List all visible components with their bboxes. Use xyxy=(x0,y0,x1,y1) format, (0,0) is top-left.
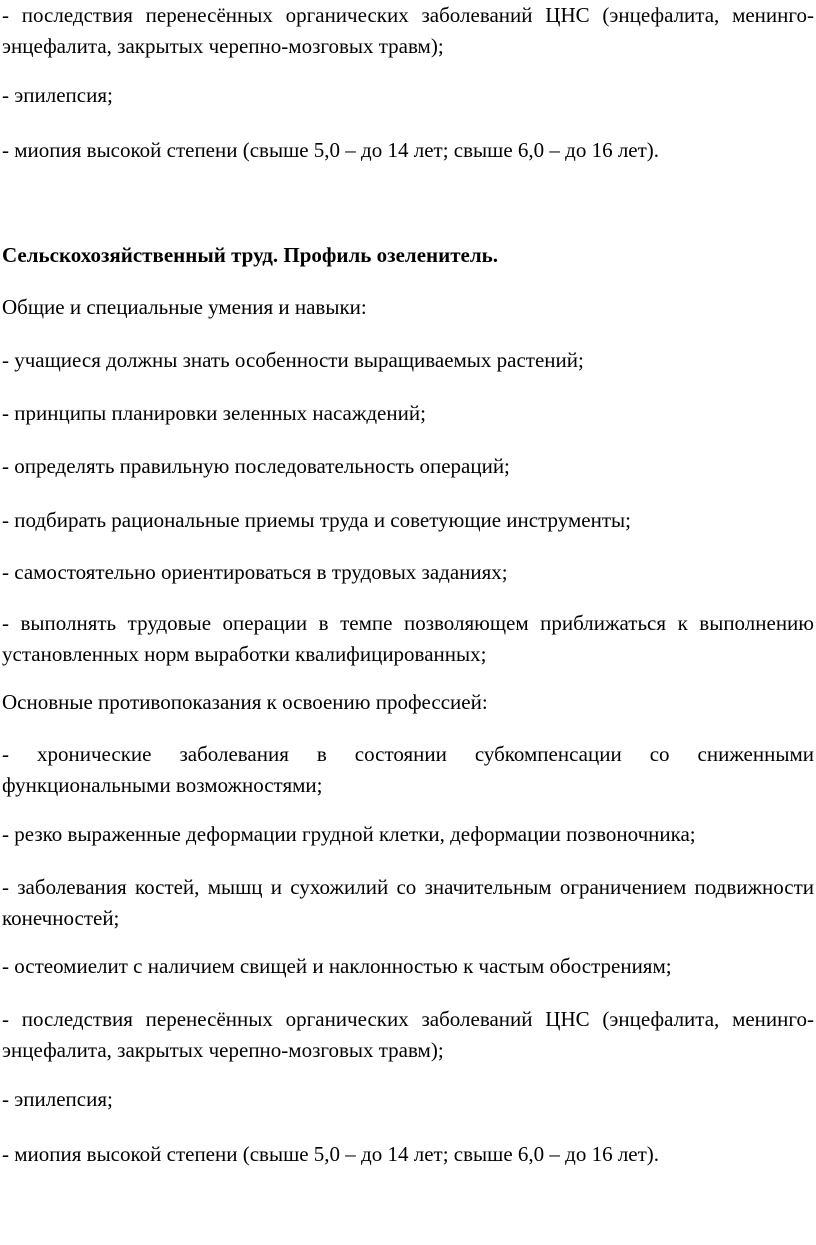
skills-intro: Общие и специальные умения и навыки: xyxy=(2,295,367,319)
contra-intro: Основные противопоказания к освоению профессией: xyxy=(2,690,488,714)
list-item: - остеомиелит с наличием свищей и наклонностью к частым обострениям; xyxy=(2,954,672,978)
list-item: - миопия высокой степени (свыше 5,0 – до 14 лет; свыше 6,0 – до 16 лет). xyxy=(2,138,660,162)
list-item: - самостоятельно ориентироваться в трудовых заданиях; xyxy=(2,560,508,584)
section-heading: Сельскохозяйственный труд. Профиль озеленитель. xyxy=(2,243,498,267)
list-item: - миопия высокой степени (свыше 5,0 – до 14 лет; свыше 6,0 – до 16 лет). xyxy=(2,1142,660,1166)
list-item: - определять правильную последовательность операций; xyxy=(2,454,510,478)
list-item: - эпилепсия; xyxy=(2,83,113,107)
list-item: - заболевания костей, мышц и сухожилий со значительным ограничением подвижности конечностей; xyxy=(2,875,814,930)
list-item: - хронические заболевания в состоянии субкомпенсации со сниженными функциональными возможностями; xyxy=(2,742,814,797)
list-item: - последствия перенесённых органических заболеваний ЦНС (энцефалита, менинго-энцефалита, закрытых черепно-мозговых травм); xyxy=(2,3,814,58)
list-item: - резко выраженные деформации грудной клетки, деформации позвоночника; xyxy=(2,822,696,846)
list-item: - выполнять трудовые операции в темпе позволяющем приближаться к выполнению установленных норм выработки квалифицированных; xyxy=(2,611,814,666)
list-item: - последствия перенесённых органических заболеваний ЦНС (энцефалита, менинго-энцефалита, закрытых черепно-мозговых травм); xyxy=(2,1007,814,1062)
list-item: - принципы планировки зеленных насаждений; xyxy=(2,401,426,425)
list-item: - подбирать рациональные приемы труда и советующие инструменты; xyxy=(2,508,631,532)
list-item: - эпилепсия; xyxy=(2,1087,113,1111)
list-item: - учащиеся должны знать особенности выращиваемых растений; xyxy=(2,348,584,372)
